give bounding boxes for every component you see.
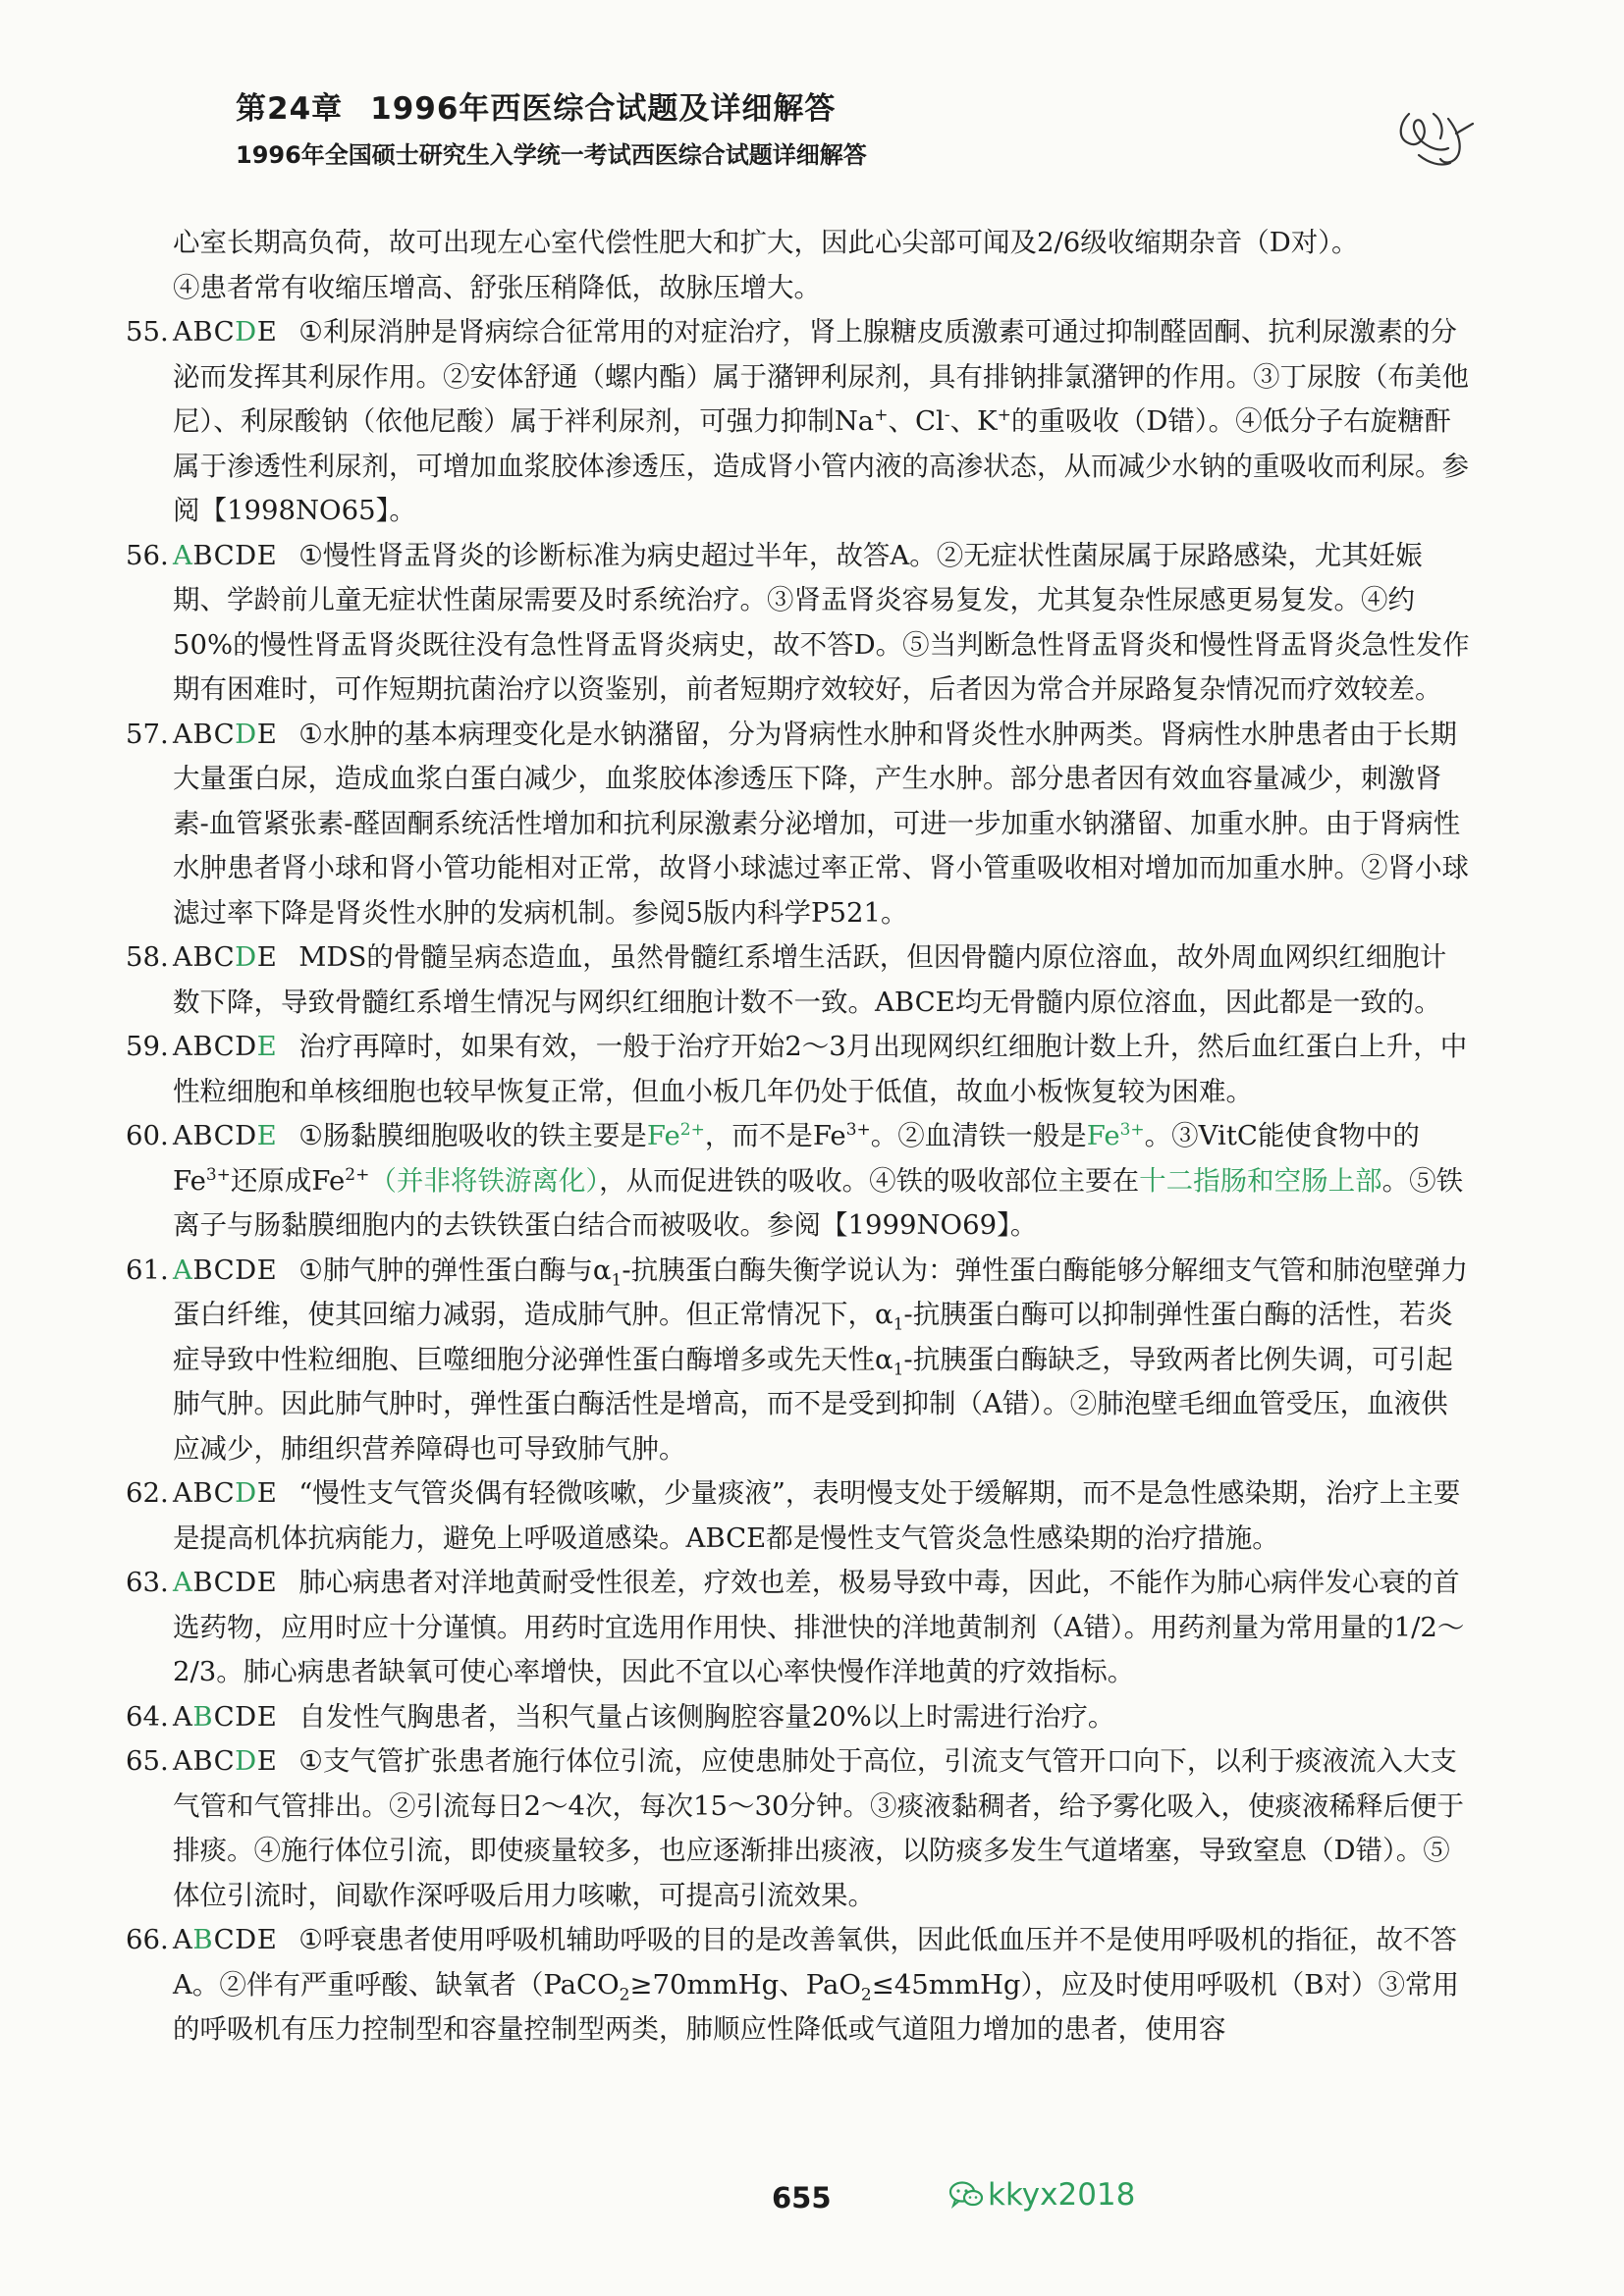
answer-item-55 [126,310,1473,534]
option-normal: BCDE [192,1567,278,1598]
answer-item-61 [126,1249,1473,1472]
answer-options [173,1031,277,1062]
explanation-text: ①慢性肾盂肾炎的诊断标准为病史超过半年，故答A。②无症状性菌尿属于尿路感染，尤其妊娠期、学龄前儿童无症状性菌尿需要及时系统治疗。③肾盂肾炎容易复发，尤其复杂性尿感更易复发。④约50%的慢性肾盂肾炎既往没有急性肾盂肾炎病史，故不答D。⑤当判断急性肾盂肾炎和慢性肾盂肾炎急性发作期有困难时，可作短期抗菌治疗以资鉴别，前者短期疗效较好，后者因为常合并尿路复杂情况而疗效较差。 [173,539,1470,705]
option-normal: E [256,1745,278,1777]
option-highlight: D [235,718,257,750]
explanation-text: 肺心病患者对洋地黄耐受性很差，疗效也差，极易导致中毒，因此，不能作为肺心病伴发心衰的首选药物，应用时应十分谨慎。用药时宜选用作用快、排泄快的洋地黄制剂（A错）。用药剂量为常用量的1/2～2/3。肺心病患者缺氧可使心率增快，因此不宜以心率快慢作洋地黄的疗效指标。 [173,1567,1465,1687]
explanation-text: -抗胰蛋白酶可以抑制弹性蛋白酶的活性，若炎症导致中性粒细胞、巨噬细胞分泌弹性蛋白酶增多或先天性α [173,1299,1453,1375]
explanation-text: -抗胰蛋白酶缺乏，导致两者比例失调，可引起肺气肿。因此肺气肿时，弹性蛋白酶活性是增高，而不是受到抑制（A错）。②肺泡壁毛细血管受压，血液供应减少，肺组织营养障碍也可导致肺气肿。 [173,1343,1453,1465]
explanation-text: 还原成Fe [230,1164,346,1197]
answer-item-58 [126,935,1473,1025]
explanation-text: “慢性支气管炎偶有轻微咳嗽，少量痰液”，表明慢支处于缓解期，而不是急性感染期，治疗上主要是提高机体抗病能力，避免上呼吸道感染。ABCE都是慢性支气管炎急性感染期的治疗措施。 [173,1477,1461,1554]
answer-item-65 [126,1739,1473,1918]
explanation-text: MDS的骨髓呈病态造血，虽然骨髓红系增生活跃，但因骨髓内原位溶血，故外周血网织红细胞计数下降，导致骨髓红系增生情况与网织红细胞计数不一致。ABCE均无骨髓内原位溶血，因此都是一致的。 [173,941,1447,1018]
answer-options [173,941,277,973]
chapter-number: 第24章 [236,91,344,127]
superscript: 3+ [1119,1119,1145,1140]
explanation-text: 的重吸收（D错）。④低分子右旋糖酐属于渗透性利尿剂，可增加血浆胶体渗透压，造成肾小管内液的高渗状态，从而减少水钠的重吸收而利尿。参阅【1998NO65】。 [173,405,1469,526]
answer-options [173,1255,277,1286]
question-number: 63. [126,1567,169,1598]
question-number: 59. [126,1031,169,1062]
option-normal: BCDE [192,1254,278,1286]
superscript: - [944,404,950,425]
superscript: 2+ [679,1119,705,1140]
answer-options [173,1924,277,1955]
superscript: + [997,404,1011,425]
answer-item-56 [126,534,1473,713]
option-normal: ABC [173,316,236,347]
option-normal: E [256,941,278,973]
option-normal: ABC [173,941,236,973]
explanation-text: ①支气管扩张患者施行体位引流，应使患肺处于高位，引流支气管开口向下，以利于痰液流入大支气管和气管排出。②引流每日2～4次，每次15～30分钟。③痰液黏稠者，给予雾化吸入，使痰液稀释后便于排痰。④施行体位引流，即使痰量较多，也应逐渐排出痰液，以防痰多发生气道堵塞，导致窒息（D错）。⑤体位引流时，间歇作深呼吸后用力咳嗽，可提高引流效果。 [173,1745,1464,1911]
option-highlight: A [173,1254,193,1286]
option-normal: ABCD [173,1031,257,1062]
superscript: 3+ [205,1164,231,1185]
option-highlight: E [256,1120,278,1151]
answer-item-64 [126,1695,1473,1740]
option-highlight: E [256,1031,278,1062]
page-header [236,86,1512,170]
option-normal: ABCD [173,1120,257,1151]
answer-item-57 [126,713,1473,936]
superscript: 2+ [345,1164,370,1185]
option-normal: E [256,316,278,347]
option-highlight: B [192,1700,214,1733]
option-normal: A [173,1924,193,1955]
explanation-text: 。②血清铁一般是 [870,1120,1087,1151]
option-highlight: B [192,1924,214,1955]
explanation-text: ①呼衰患者使用呼吸机辅助呼吸的目的是改善氧供，因此低血压并不是使用呼吸机的指征，故不答A。②伴有严重呼酸、缺氧者（PaCO [173,1924,1457,2001]
question-number: 61. [126,1254,169,1286]
chapter-title: 1996年西医综合试题及详细解答 [370,91,837,127]
option-normal: CDE [213,1700,278,1733]
explanation-text: 治疗再障时，如果有效，一般于治疗开始2～3月出现网织红细胞计数上升，然后血红蛋白上升，中性粒细胞和单核细胞也较早恢复正常，但血小板几年仍处于低值，故血小板恢复较为困难。 [173,1031,1468,1107]
question-number: 65. [126,1745,169,1777]
explanation-text: 自发性气胸患者，当积气量占该侧胸腔容量20%以上时需进行治疗。 [298,1700,1115,1733]
continued-line-1: 心室长期高负荷，故可出现左心室代偿性肥大和扩大，因此心尖部可闻及2/6级收缩期杂音（D对）。 [173,227,1359,258]
answer-item-63 [126,1561,1473,1695]
option-highlight: A [173,539,193,571]
subscript: 2 [619,1985,630,2004]
question-number: 55. [126,316,169,347]
explanation-text: 。⑤铁离子与肠黏膜细胞内的去铁铁蛋白结合而被吸收。参阅【1999NO69】。 [173,1164,1464,1241]
superscript: + [874,404,889,425]
answer-body [126,221,1473,2053]
explanation-text: ①肺气肿的弹性蛋白酶与α [298,1254,612,1286]
explanation-text: ，从而促进铁的吸收。④铁的吸收部位主要在 [599,1164,1140,1197]
highlight-text: Fe [1086,1120,1120,1151]
continued-text [126,221,1473,310]
highlight-text: （并非将铁游离化） [369,1164,600,1197]
question-number: 60. [126,1120,169,1151]
explanation-text: 、Cl [888,405,945,437]
page-footer [0,2177,1624,2224]
explanation-text: ，而不是Fe [704,1120,846,1151]
answer-options [173,316,277,347]
superscript: 3+ [845,1119,871,1140]
question-number: 64. [126,1700,169,1733]
question-number: 56. [126,539,169,571]
option-highlight: D [235,1477,257,1509]
option-normal: A [173,1700,193,1733]
subscript: 1 [893,1360,904,1379]
explanation-text: ①肠黏膜细胞吸收的铁主要是 [298,1120,647,1151]
explanation-text: ①水肿的基本病理变化是水钠潴留，分为肾病性水肿和肾炎性水肿两类。肾病性水肿患者由于长期大量蛋白尿，造成血浆白蛋白减少，血浆胶体渗透压下降，产生水肿。部分患者因有效血容量减少，刺激肾素-血管紧张素-醛固酮系统活性增加和抗利尿激素分泌增加，可进一步加重水钠潴留、加重水肿。由于肾病性水肿患者肾小球和肾小管功能相对正常，故肾小球滤过率正常、肾小管重吸收相对增加而加重水肿。②肾小球滤过率下降是肾炎性水肿的发病机制。参阅5版内科学P521。 [173,718,1469,929]
option-normal: ABC [173,1477,236,1509]
answer-item-60 [126,1114,1473,1249]
explanation-text: ①利尿消肿是肾病综合征常用的对症治疗，肾上腺糖皮质激素可通过抑制醛固酮、抗利尿激素的分泌而发挥其利尿作用。②安体舒通（螺内酯）属于潴钾利尿剂，具有排钠排氯潴钾的作用。③丁尿胺（布美他尼）、利尿酸钠（依他尼酸）属于袢利尿剂，可强力抑制Na [173,316,1469,437]
handwritten-mark-icon [1380,94,1483,178]
answer-options [173,1745,277,1777]
explanation-text: 、K [949,405,998,437]
option-normal: ABC [173,1745,236,1777]
option-normal: CDE [213,1924,278,1955]
answer-item-59 [126,1025,1473,1114]
watermark-text: kkyx2018 [988,2177,1136,2213]
highlight-text: 十二指肠和空肠上部 [1139,1164,1382,1197]
answer-options [173,1477,277,1509]
highlight-text: Fe [646,1120,680,1151]
chapter-heading [236,86,1512,132]
option-normal: ABC [173,718,236,750]
watermark [948,2177,1135,2213]
chapter-subtitle: 1996年全国硕士研究生入学统一考试西医综合试题详细解答 [236,141,867,169]
option-highlight: D [235,316,257,347]
explanation-text: -抗胰蛋白酶失衡学说认为：弹性蛋白酶能够分解细支气管和肺泡壁弹力蛋白纤维，使其回缩力减弱，造成肺气肿。但正常情况下，α [173,1254,1469,1330]
option-highlight: D [235,1745,257,1777]
option-normal: E [256,1477,278,1509]
subscript: 1 [611,1270,623,1290]
question-number: 58. [126,941,169,973]
explanation-text: ≤45mmHg），应及时使用呼吸机（B对）③常用的呼吸机有压力控制型和容量控制型两类，肺顺应性降低或气道阻力增加的患者，使用容 [173,1968,1459,2045]
answer-options [173,1120,277,1151]
wechat-icon [948,2180,984,2210]
option-highlight: D [235,941,257,973]
answer-options [173,540,277,571]
subscript: 2 [860,1985,872,2004]
option-highlight: A [173,1567,193,1598]
subscript: 1 [893,1314,904,1335]
option-normal: E [256,718,278,750]
question-number: 57. [126,718,169,750]
page-number: 655 [772,2181,832,2215]
answer-item-66 [126,1918,1473,2053]
explanation-text: ≥70mmHg、PaO [629,1968,861,2001]
answer-options [173,719,277,750]
answer-options [173,1701,277,1733]
option-normal: BCDE [192,539,278,571]
answer-options [173,1567,277,1598]
answer-item-62 [126,1471,1473,1561]
continued-line-2: ④患者常有收缩压增高、舒张压稍降低，故脉压增大。 [173,271,821,303]
question-number: 66. [126,1924,169,1955]
question-number: 62. [126,1477,169,1509]
explanation-text: 。③VitC能使食物中的Fe [173,1120,1420,1197]
